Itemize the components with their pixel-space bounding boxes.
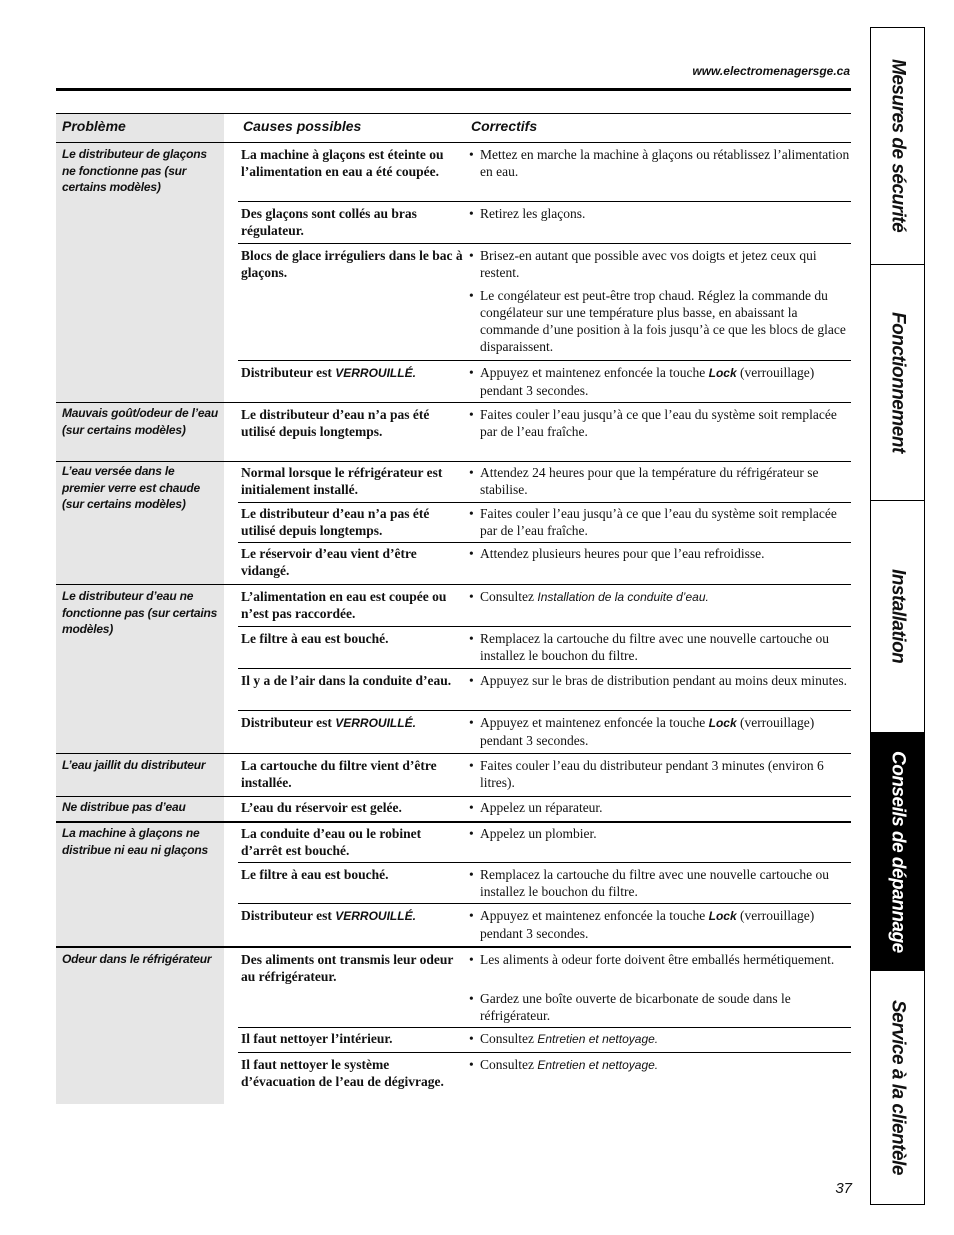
row-separator [238, 1052, 851, 1053]
row-separator [238, 710, 851, 711]
tab-safety[interactable] [871, 28, 924, 265]
problem-water-dispenser: Le distributeur d’eau ne fonctionne pas (sur certains modèles) [62, 589, 218, 636]
lock-label: Lock [708, 909, 737, 923]
cause-text: Le distributeur d’eau n’a pas été utilisé depuis longtemps. [241, 506, 430, 538]
cause-text: Il faut nettoyer l’intérieur. [241, 1031, 393, 1046]
page-number: 37 [835, 1180, 852, 1197]
fix-text: Appuyez et maintenez enfoncée la touche [480, 908, 706, 923]
locked-label: VERROUILLÉ. [335, 366, 416, 380]
ref-water-line: Installation de la conduite d’eau. [537, 590, 709, 604]
fix-lock [469, 907, 851, 942]
cause-text: La machine à glaçons est éteinte ou l’alimentation en eau a été coupée. [241, 147, 444, 179]
cause-text: L’alimentation en eau est coupée ou n’est pas raccordée. [241, 589, 447, 621]
fix-text: Consultez [480, 1057, 534, 1072]
tab-troubleshooting[interactable] [871, 733, 924, 971]
fix-text: (verrouillage) pendant 3 secondes. [480, 908, 815, 941]
fix-text: Appuyez et maintenez enfoncée la touche [480, 365, 706, 380]
cause-text: Normal lorsque le réfrigérateur est initialement installé. [241, 465, 443, 497]
group-separator [56, 821, 851, 823]
locked-label: VERROUILLÉ. [335, 716, 416, 730]
header-causes: Causes possibles [243, 118, 362, 134]
group-separator [56, 584, 851, 585]
cause-text: Le réservoir d’eau vient d’être vidangé. [241, 546, 417, 578]
fix-ref [469, 588, 851, 606]
fix-text: • Faites couler l’eau jusqu’à ce que l’eau du système soit remplacée par de l’eau fraîche. [469, 505, 851, 539]
cause-text: Distributeur est [241, 908, 332, 923]
cause-text: Distributeur est [241, 715, 332, 730]
fix-text: • Les aliments à odeur forte doivent être emballés hermétiquement. [469, 951, 851, 968]
row-separator [238, 903, 851, 904]
tab-label: Service à la clientèle [887, 1000, 909, 1175]
row-separator [238, 360, 851, 361]
cause-text: L’eau du réservoir est gelée. [241, 800, 402, 815]
fix-text: • Appelez un réparateur. [469, 799, 851, 816]
group-separator [56, 753, 851, 754]
lock-label: Lock [708, 366, 737, 380]
row-separator [238, 201, 851, 202]
group-separator [56, 402, 851, 403]
problem-ice-dispenser: Le distributeur de glaçons ne fonctionne pas (sur certains modèles) [62, 147, 207, 194]
cause-text: Le filtre à eau est bouché. [241, 867, 389, 882]
row-separator [238, 626, 851, 627]
fix-text: • Remplacez la cartouche du filtre avec une nouvelle cartouche ou installez le bouchon du filtre. [469, 630, 851, 664]
cause-text: Il y a de l’air dans la conduite d’eau. [241, 673, 452, 688]
cause-text: Il faut nettoyer le système d’évacuation de l’eau de dégivrage. [241, 1057, 444, 1089]
tab-operation[interactable] [871, 265, 924, 501]
cause-text: La cartouche du filtre vient d’être installée. [241, 758, 437, 790]
cause-text: Des aliments ont transmis leur odeur au réfrigérateur. [241, 952, 454, 984]
fix-text: Consultez [480, 589, 534, 604]
website-url: www.electromenagersge.ca [692, 64, 850, 78]
fix-text: • Gardez une boîte ouverte de bicarbonate de soude dans le réfrigérateur. [469, 990, 851, 1024]
fix-text: • Remplacez la cartouche du filtre avec une nouvelle cartouche ou installez le bouchon du filtre. [469, 866, 851, 900]
header-rule-top [56, 113, 851, 114]
cause-text: Le distributeur d’eau n’a pas été utilisé depuis longtemps. [241, 407, 430, 439]
fix-text: • Appuyez sur le bras de distribution pendant au moins deux minutes. [469, 672, 851, 689]
problem-fridge-odor: Odeur dans le réfrigérateur [62, 952, 212, 966]
problem-water-spurts: L’eau jaillit du distributeur [62, 758, 206, 772]
fix-ref [469, 1056, 851, 1074]
top-rule [56, 88, 851, 91]
problem-no-water: Ne distribue pas d’eau [62, 800, 186, 814]
cause-text: Des glaçons sont collés au bras régulateur. [241, 206, 417, 238]
fix-text: • Mettez en marche la machine à glaçons ou rétablissez l’alimentation en eau. [469, 146, 851, 180]
row-separator [238, 243, 851, 244]
fix-text: Consultez [480, 1031, 534, 1046]
section-tabs [870, 27, 925, 1205]
tab-customer-service[interactable] [871, 971, 924, 1204]
cause-locked [241, 907, 463, 925]
group-separator [56, 796, 851, 797]
header-problem: Problème [62, 118, 126, 134]
fix-text: • Retirez les glaçons. [469, 205, 851, 222]
row-separator [238, 502, 851, 503]
tab-installation[interactable] [871, 501, 924, 733]
header-rule-bottom [56, 142, 851, 143]
fix-text: • Attendez 24 heures pour que la température du réfrigérateur se stabilise. [469, 464, 851, 498]
cause-text: Distributeur est [241, 365, 332, 380]
fix-lock [469, 364, 851, 399]
fix-ref [469, 1030, 851, 1048]
cause-text: La conduite d’eau ou le robinet d’arrêt est bouché. [241, 826, 422, 858]
fix-text: • Brisez-en autant que possible avec vos doigts et jetez ceux qui restent. [469, 247, 851, 281]
fix-text: (verrouillage) pendant 3 secondes. [480, 715, 815, 748]
fix-lock [469, 714, 851, 749]
fix-text: Appuyez et maintenez enfoncée la touche [480, 715, 706, 730]
cause-text: Blocs de glace irréguliers dans le bac à glaçons. [241, 248, 463, 280]
ref-care: Entretien et nettoyage. [537, 1058, 659, 1072]
ref-care: Entretien et nettoyage. [537, 1032, 659, 1046]
fix-text: • Faites couler l’eau jusqu’à ce que l’eau du système soit remplacée par de l’eau fraîche. [469, 406, 851, 440]
locked-label: VERROUILLÉ. [335, 909, 416, 923]
problem-taste-odor: Mauvais goût/odeur de l’eau (sur certains modèles) [62, 406, 218, 437]
row-separator [238, 668, 851, 669]
problem-no-water-no-ice: La machine à glaçons ne distribue ni eau ni glaçons [62, 826, 208, 857]
fix-text: • Faites couler l’eau du distributeur pendant 3 minutes (environ 6 litres). [469, 757, 851, 791]
lock-label: Lock [708, 716, 737, 730]
tab-label: Conseils de dépannage [887, 750, 909, 953]
fix-text: • Attendez plusieurs heures pour que l’eau refroidisse. [469, 545, 851, 562]
fix-text: (verrouillage) pendant 3 secondes. [480, 365, 815, 398]
group-separator [56, 461, 851, 462]
cause-locked [241, 714, 463, 732]
tab-label: Mesures de sécurité [887, 59, 909, 233]
problem-warm-first-glass: L’eau versée dans le premier verre est chaude (sur certains modèles) [62, 464, 200, 511]
cause-locked [241, 364, 463, 382]
row-separator [238, 542, 851, 543]
fix-text: • Le congélateur est peut-être trop chaud. Réglez la commande du congélateur sur une température plus basse, en abaissant la commande d’une position à la fois jusqu’à ce que les blocs de glace disparaissent. [469, 287, 851, 355]
cause-text: Le filtre à eau est bouché. [241, 631, 389, 646]
row-separator [238, 862, 851, 863]
tab-label: Fonctionnement [887, 312, 909, 453]
fix-text: • Appelez un plombier. [469, 825, 851, 842]
row-separator [238, 1027, 851, 1028]
header-fixes: Correctifs [471, 118, 538, 134]
tab-label: Installation [887, 569, 909, 664]
group-separator [56, 946, 851, 948]
